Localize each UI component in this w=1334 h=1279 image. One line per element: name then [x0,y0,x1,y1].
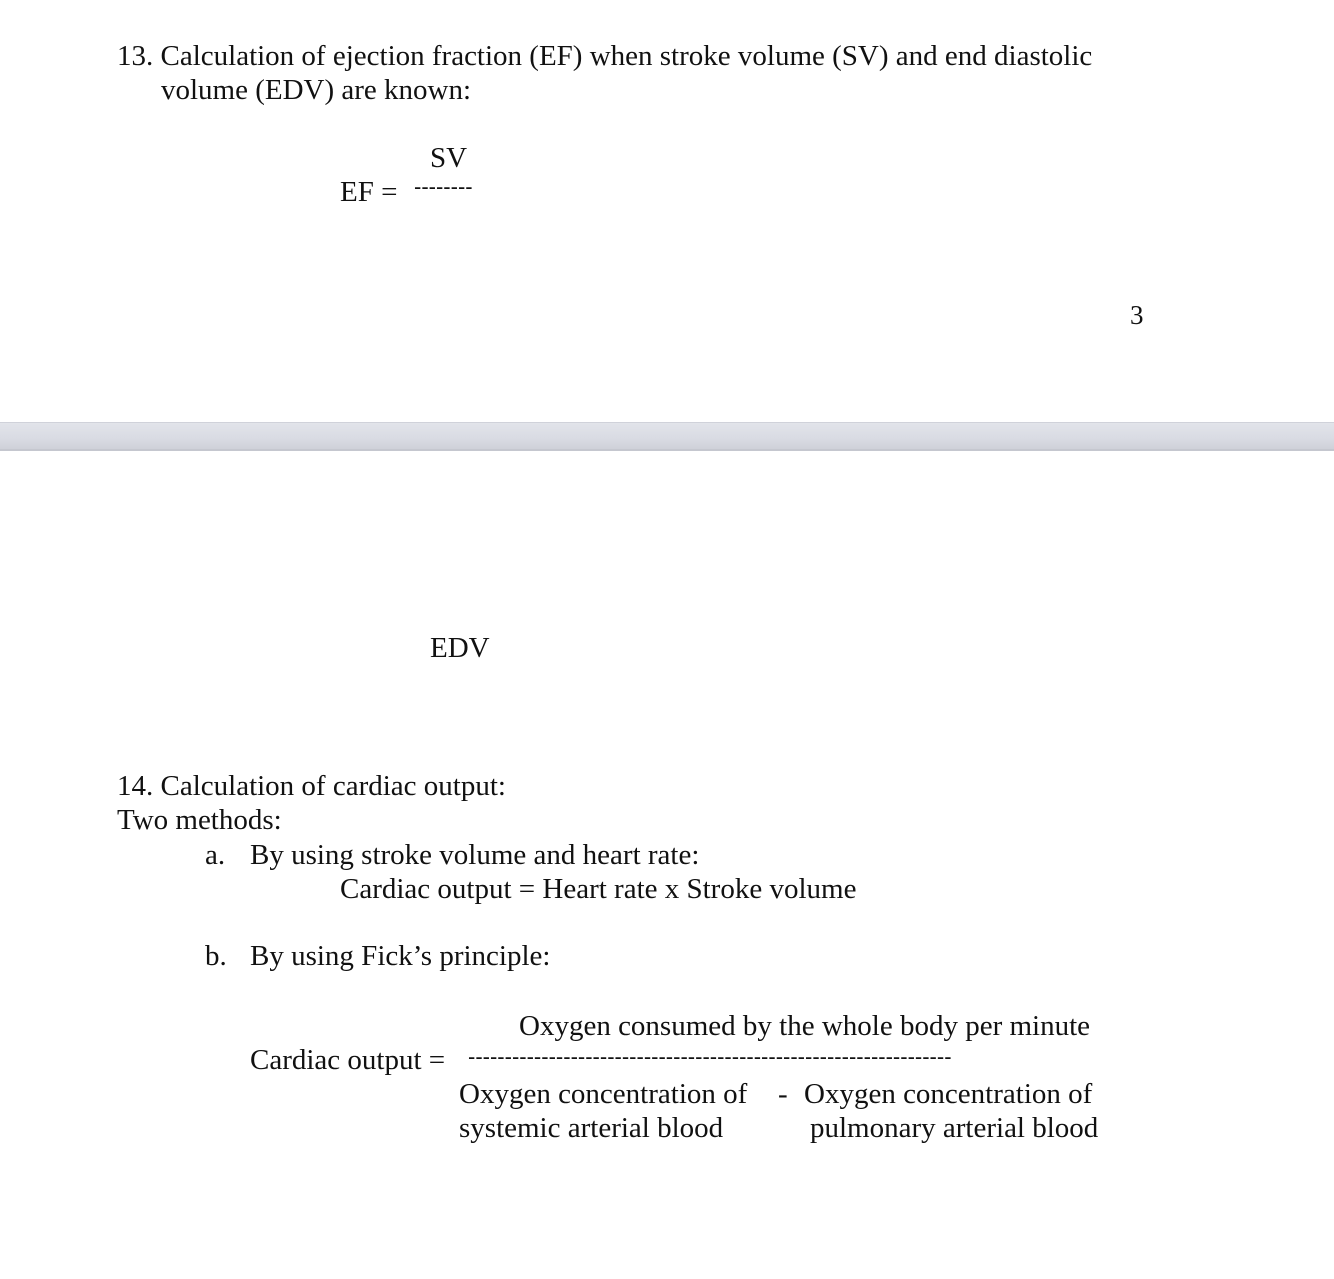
ef-formula-denominator: EDV [430,632,490,664]
fick-denom-right-line2: pulmonary arterial blood [810,1112,1099,1144]
q13-heading-line2: volume (EDV) are known: [161,74,472,106]
fick-denom-left-line2: systemic arterial blood [459,1112,724,1144]
fick-denom-right-line1: Oxygen concentration of [804,1078,1093,1110]
q14-subtitle: Two methods: [117,804,282,836]
method-a-label: By using stroke volume and heart rate: [250,839,700,871]
fick-minus-sign: - [778,1078,788,1110]
q14-heading: 14. Calculation of cardiac output: [117,770,506,802]
method-b-label: By using Fick’s principle: [250,940,551,972]
fick-numerator: Oxygen consumed by the whole body per minute [519,1010,1091,1042]
ef-formula-lhs: EF = [340,176,398,208]
ef-formula-bar: -------- [414,174,473,199]
method-a-formula: Cardiac output = Heart rate x Stroke volume [340,873,857,905]
fick-fraction-bar: ------------------------------------------------------------------ [468,1046,952,1068]
ef-formula-numerator: SV [430,142,468,174]
page-number: 3 [1130,300,1144,330]
method-a-marker: a. [205,839,226,871]
q13-heading-line1: 13. Calculation of ejection fraction (EF) when stroke volume (SV) and end diastolic [117,40,1093,72]
fick-lhs: Cardiac output = [250,1044,446,1076]
fick-denom-left-line1: Oxygen concentration of [459,1078,748,1110]
method-b-marker: b. [205,940,227,972]
page-divider [0,422,1334,451]
